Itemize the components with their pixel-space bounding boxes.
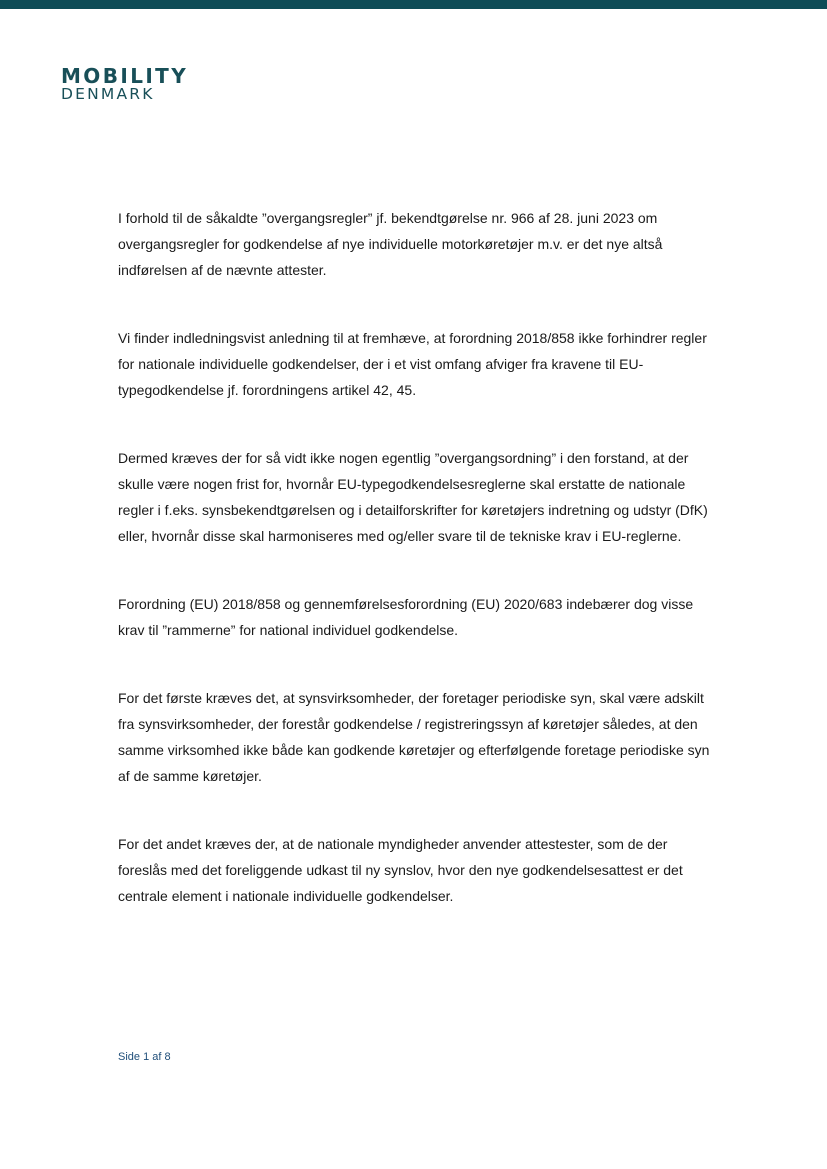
brand-logo [61,66,188,103]
paragraph-first-requirement: For det første kræves det, at synsvirksomheder, der foretager periodiske syn, skal være adskilt fra synsvirksomheder, der forestår godkendelse / registreringssyn af køretøjer således, at den samme virksomhed ikke både kan godkende køretøjer og efterfølgende foretage periodiske syn af de samme køretøjer. [118,690,710,784]
paragraph-rammerne: Forordning (EU) 2018/858 og gennemførelsesforordning (EU) 2020/683 indebærer dog visse krav til ”rammerne” for national individuel godkendelse. [118,596,694,638]
document-body [118,205,718,951]
paragraph-overgangsordning: Dermed kræves der for så vidt ikke nogen egentlig ”overgangsordning” i den forstand, at der skulle være nogen frist for, hvornår EU-typegodkendelsesreglerne skal erstatte de nationale regler i f.eks. synsbekendtgørelsen og i detailforskrifter for køretøjers indretning og udstyr (DfK) eller, hvornår disse skal harmoniseres med og/eller svare til de tekniske krav i EU-reglerne. [118,450,708,544]
logo-text-denmark: DENMARK [61,85,155,103]
paragraph-forordning-intro: Vi finder indledningsvist anledning til at fremhæve, at forordning 2018/858 ikke forhindrer regler for nationale individuelle godkendelser, der i et vist omfang afviger fra kravene til EU-typegodkendelse jf. forordningens artikel 42, 45. [118,330,707,398]
top-accent-bar [0,0,827,9]
paragraph-second-requirement: For det andet kræves der, at de nationale myndigheder anvender attestester, som de der foreslås med det foreliggende udkast til ny synslov, hvor den nye godkendelsesattest er det centrale element i nationale individuelle godkendelser. [118,836,683,904]
paragraph-overgangsregler: I forhold til de såkaldte ”overgangsregler” jf. bekendtgørelse nr. 966 af 28. juni 2023 om overgangsregler for godkendelse af nye individuelle motorkøretøjer m.v. er det nye altså indførelsen af de nævnte attester. [118,210,663,278]
page-number: Side 1 af 8 [118,1051,171,1063]
logo-text-mobility: MOBILITY [61,64,189,88]
